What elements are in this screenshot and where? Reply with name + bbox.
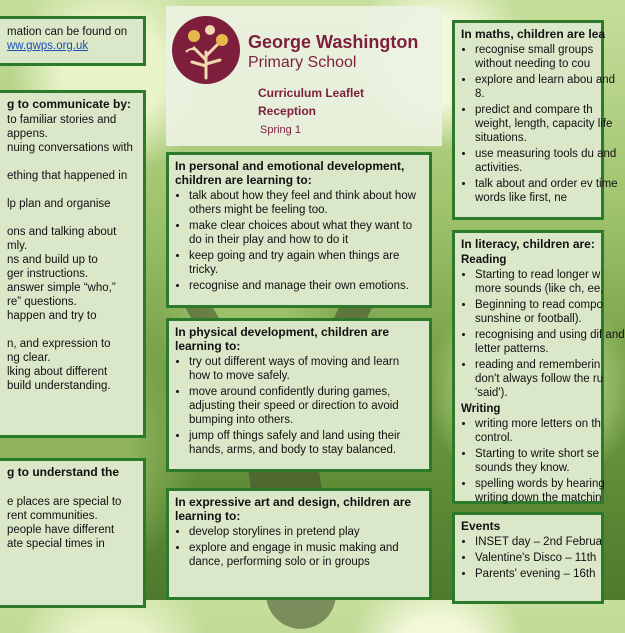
personal-title: In personal and emotional development, children are learning to: bbox=[175, 159, 405, 187]
text-line: ons and talking about bbox=[7, 226, 117, 238]
list-item: • make clear choices about what they want to do in their play and how to do it bbox=[189, 219, 423, 247]
text-line: mly. bbox=[7, 240, 28, 252]
writing-list bbox=[461, 417, 625, 505]
list-item: • predict and compare th weight, length, capacity life situations. bbox=[475, 103, 625, 145]
reading-list bbox=[461, 268, 625, 400]
events-title: Events bbox=[461, 519, 501, 533]
leaflet-year-group: Reception bbox=[258, 104, 317, 118]
info-text: mation can be found on bbox=[7, 26, 128, 38]
list-item: • spelling words by hearing writing down the matchin bbox=[475, 477, 625, 505]
info-box bbox=[0, 16, 146, 66]
personal-list bbox=[175, 189, 423, 293]
list-item: • keep going and try again when things are tricky. bbox=[189, 249, 423, 277]
text-line: happen and try to bbox=[7, 310, 97, 322]
text-line: answer simple “who,” bbox=[7, 282, 116, 294]
website-link[interactable]: ww.gwps.org.uk bbox=[7, 40, 89, 52]
list-item: • INSET day – 2nd Februa bbox=[475, 535, 597, 549]
literacy-box bbox=[452, 230, 625, 504]
list-item: • Beginning to read compo sunshine or football). bbox=[475, 298, 625, 326]
list-item: • Valentine's Disco – 11th bbox=[475, 551, 597, 565]
text-line: to familiar stories and bbox=[7, 114, 117, 126]
text-line: appens. bbox=[7, 128, 48, 140]
list-item: • Parents' evening – 16th bbox=[475, 567, 597, 581]
text-line bbox=[7, 183, 139, 197]
list-item: • explore and engage in music making and dance, performing solo or in groups bbox=[189, 541, 423, 569]
text-line: ns and build up to bbox=[7, 254, 98, 266]
expressive-list bbox=[175, 525, 423, 569]
text-line: re” questions. bbox=[7, 296, 77, 308]
list-item: • try out different ways of moving and learn how to move safely. bbox=[189, 355, 423, 383]
text-line: n, and expression to bbox=[7, 338, 111, 350]
leaflet-header bbox=[166, 6, 442, 146]
text-line: people have different bbox=[7, 524, 115, 536]
text-line bbox=[7, 323, 139, 337]
list-item: • recognising and using dif and letter patterns. bbox=[475, 328, 625, 356]
text-line bbox=[7, 211, 139, 225]
understand-lines bbox=[7, 481, 139, 551]
text-line: ething that happened in bbox=[7, 170, 128, 182]
events-box bbox=[452, 512, 604, 604]
literacy-title: In literacy, children are: bbox=[461, 237, 595, 251]
list-item: • use measuring tools du and activities. bbox=[475, 147, 625, 175]
leaflet-title: Curriculum Leaflet bbox=[258, 86, 365, 100]
list-item: • recognise small groups without needing to cou bbox=[475, 43, 625, 71]
list-item: • reading and rememberin don't always follow the ru 'said'). bbox=[475, 358, 625, 400]
communicate-box bbox=[0, 90, 146, 438]
understand-title: g to understand the bbox=[7, 465, 119, 479]
list-item: • writing more letters on th control. bbox=[475, 417, 625, 445]
list-item: • Starting to write short se sounds they know. bbox=[475, 447, 625, 475]
expressive-art-box bbox=[166, 488, 432, 600]
text-line: rent communities. bbox=[7, 510, 98, 522]
list-item: • talk about how they feel and think about how others might be feeling too. bbox=[189, 189, 423, 217]
school-name-line1: George Washington bbox=[248, 32, 419, 52]
school-name-line2: Primary School bbox=[248, 54, 357, 71]
list-item: • Starting to read longer w more sounds (like ch, ee, bbox=[475, 268, 625, 296]
school-logo-icon bbox=[172, 16, 240, 84]
physical-list bbox=[175, 355, 423, 457]
events-list bbox=[461, 535, 602, 581]
list-item: • explore and learn abou and 8. bbox=[475, 73, 625, 101]
text-line: ng clear. bbox=[7, 352, 51, 364]
text-line: ger instructions. bbox=[7, 268, 89, 280]
text-line bbox=[7, 481, 139, 495]
communicate-title: g to communicate by: bbox=[7, 97, 132, 111]
text-line: lking about different bbox=[7, 366, 108, 378]
list-item: • talk about and order ev time words like first, ne bbox=[475, 177, 625, 205]
term-label: Spring 1 bbox=[260, 124, 301, 136]
list-item: • jump off things safely and land using their hands, arms, and body to stay balanced. bbox=[189, 429, 423, 457]
list-item: • develop storylines in pretend play bbox=[189, 525, 423, 539]
text-line: e places are special to bbox=[7, 496, 122, 508]
personal-development-box bbox=[166, 152, 432, 308]
understand-box bbox=[0, 458, 146, 608]
list-item: • move around confidently during games, adjusting their speed or direction to avoid bumping into others. bbox=[189, 385, 423, 427]
maths-title: In maths, children are lea bbox=[461, 27, 606, 41]
expressive-title: In expressive art and design, children are learning to: bbox=[175, 495, 412, 523]
reading-heading: Reading bbox=[461, 254, 507, 266]
text-line: ate special times in bbox=[7, 538, 105, 550]
maths-list bbox=[461, 43, 625, 205]
text-line: build understanding. bbox=[7, 380, 111, 392]
writing-heading: Writing bbox=[461, 403, 501, 415]
communicate-lines bbox=[7, 113, 139, 393]
list-item: • recognise and manage their own emotions. bbox=[189, 279, 423, 293]
physical-title: In physical development, children are learning to: bbox=[175, 325, 390, 353]
text-line bbox=[7, 155, 139, 169]
maths-box bbox=[452, 20, 618, 220]
text-line: lp plan and organise bbox=[7, 198, 111, 210]
physical-development-box bbox=[166, 318, 432, 472]
text-line: nuing conversations with bbox=[7, 142, 133, 154]
